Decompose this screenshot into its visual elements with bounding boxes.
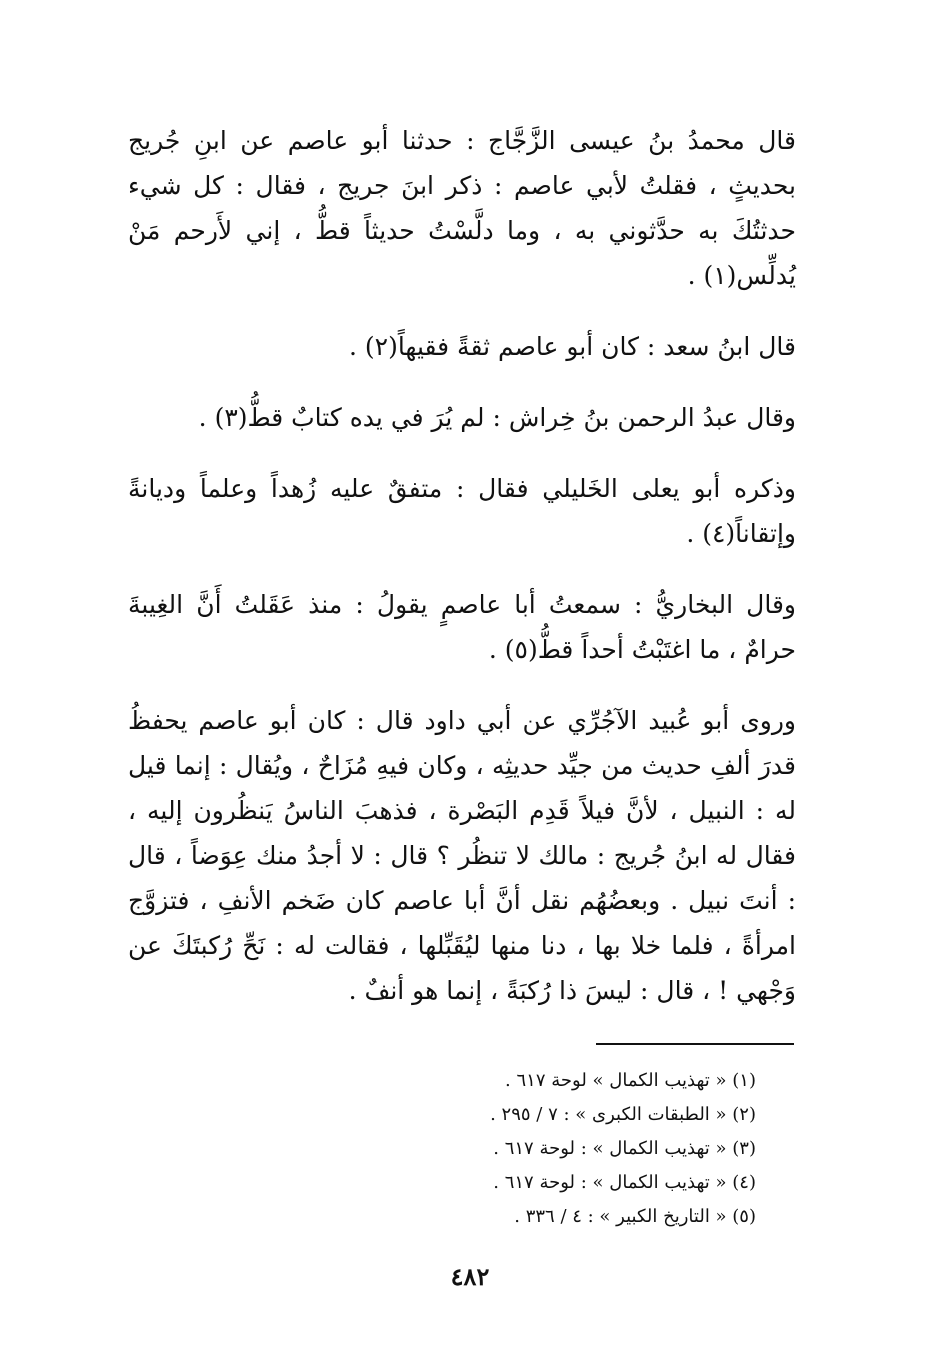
- paragraph-ajurri: وروى أبو عُبيد الآجُرِّي عن أبي داود قال : كان أبو عاصم يحفظُ قدرَ ألفِ حديث من جيِّد حديثِه ، وكان فيهِ مُزَاحٌ ، ويُقال : إنما قيل له : النبيل ، لأنَّ فيلاً قَدِم البَصْرة ، فذهبَ الناسُ يَنظُرون إليه ، فقال له ابنُ جُريج : مالك لا تنظُر ؟ قال : لا أجدُ منك عِوَضاً ، قال : أنتَ نبيل . وبعضُهُم نقل أنَّ أبا عاصم كان ضَخم الأنفِ ، فتزوَّج امرأةً ، فلما خلا بها ، دنا منها ليُقَبِّلها ، فقالت له : نَحِّ رُكبتَكَ عن وَجْهي ! ، قال : ليسَ ذا رُكبَةً ، إنما هو أنفٌ .: [128, 706, 796, 1005]
- footnote-1: (١) « تهذيب الكمال » لوحة ٦١٧ .: [505, 1070, 756, 1091]
- paragraph-zajjaj: قال محمدُ بنُ عيسى الزَّجَّاج : حدثنا أبو عاصم عن ابنِ جُريج بحديثٍ ، فقلتُ لأبي عاصم : ذكر ابنَ جريج ، فقال : كل شيء حدثتُكَ به حدَّثوني به ، وما دلَّسْتُ حديثاً قطُّ ، إني لأَرحم مَنْ يُدلِّس(١) .: [128, 126, 796, 290]
- paragraph-ibn-khirash: وقال عبدُ الرحمن بنُ خِراش : لم يُرَ في يده كتابٌ قطُّ(٣) .: [198, 403, 796, 432]
- paragraph-khalili: وذكره أبو يعلى الخَليلي فقال : متفقٌ عليه زُهداً وعلماً وديانةً وإتقاناً(٤) .: [128, 474, 796, 548]
- page-number: ٤٨٢: [450, 1262, 490, 1291]
- footnote-3: (٣) « تهذيب الكمال » : لوحة ٦١٧ .: [493, 1138, 756, 1159]
- footnote-divider: [596, 1043, 794, 1045]
- footnote-4: (٤) « تهذيب الكمال » : لوحة ٦١٧ .: [493, 1172, 756, 1193]
- footnotes: [360, 1064, 756, 1234]
- paragraph-ibn-saad: قال ابنُ سعد : كان أبو عاصم ثقةً فقيهاً(٢) .: [348, 332, 796, 361]
- footnote-5: (٥) « التاريخ الكبير » : ٤ / ٣٣٦ .: [514, 1206, 756, 1227]
- body-text: [128, 118, 796, 1013]
- paragraph-bukhari: وقال البخاريُّ : سمعتُ أبا عاصمٍ يقولُ : منذ عَقَلتُ أَنَّ الغِيبةَ حرامٌ ، ما اغتَبْتُ أحداً قطُّ(٥) .: [128, 590, 796, 664]
- footnote-2: (٢) « الطبقات الكبرى » : ٧ / ٢٩٥ .: [490, 1104, 756, 1125]
